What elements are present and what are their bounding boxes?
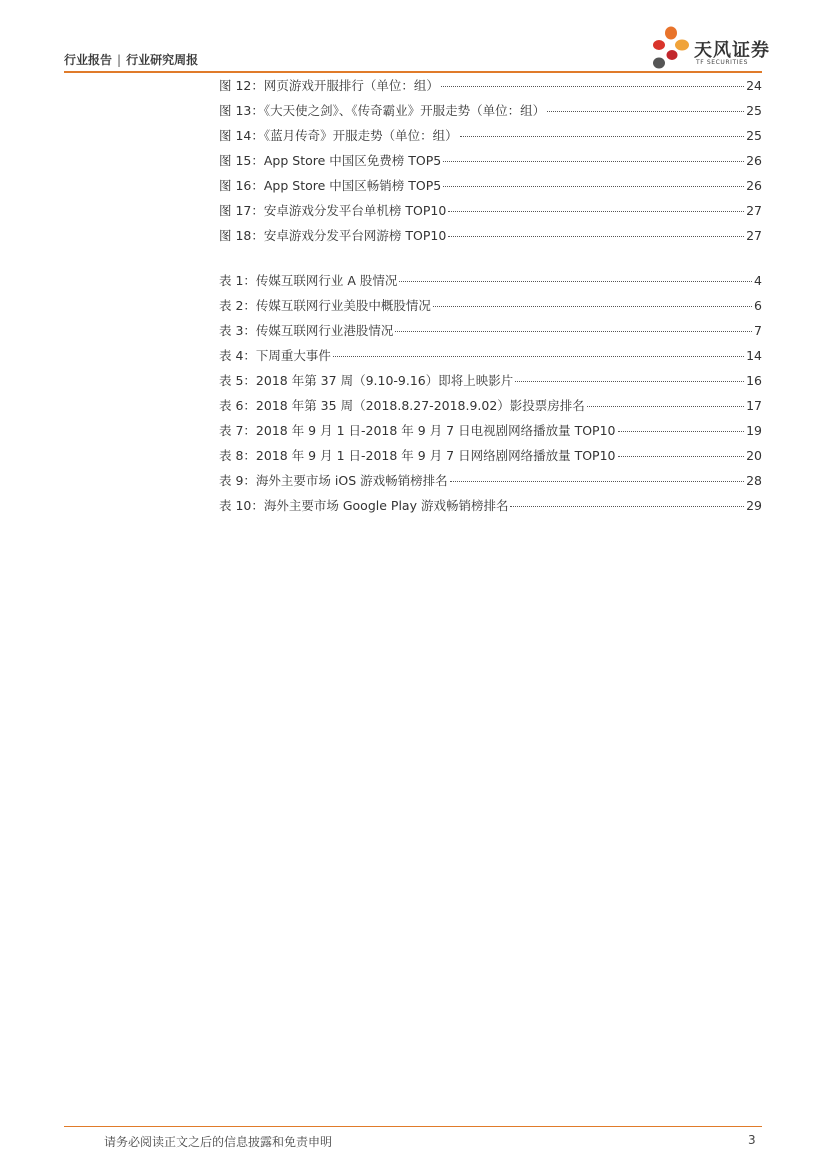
toc-entry-table-3[interactable] [219,321,762,346]
header-separator: | [117,53,122,67]
toc-entry-table-6[interactable] [219,396,762,421]
toc-entry-table-2[interactable] [219,296,762,321]
toc-entry-label: 表 10：海外主要市场 Google Play 游戏畅销榜排名 [219,498,509,513]
toc-entry-table-8[interactable] [219,446,762,471]
toc-entry-label: 图 16：App Store 中国区畅销榜 TOP5 [219,178,442,193]
tf-securities-logo [650,25,770,73]
toc-leader [443,186,744,187]
toc-leader [510,506,744,507]
toc-entry-table-1[interactable] [219,271,762,296]
toc-entry-label: 表 7：2018 年 9 月 1 日-2018 年 9 月 7 日电视剧网络播放量 TOP10 [219,423,616,438]
report-subtype: 行业研究周报 [126,53,199,67]
toc-leader [448,211,744,212]
toc-leader [618,456,745,457]
toc-entry-figure-15[interactable] [219,151,762,176]
toc-entry-figure-18[interactable] [219,226,762,251]
toc-entry-page: 29 [746,498,762,513]
figures-toc [219,76,762,251]
toc-entry-label: 图 18：安卓游戏分发平台网游榜 TOP10 [219,228,447,243]
toc-leader [460,136,744,137]
toc-entry-label: 图 12：网页游戏开服排行（单位：组） [219,78,439,93]
toc-entry-label: 表 8：2018 年 9 月 1 日-2018 年 9 月 7 日网络剧网络播放量 TOP10 [219,448,616,463]
toc-entry-label: 表 6：2018 年第 35 周（2018.8.27-2018.9.02）影投票房排名 [219,398,585,413]
toc-entry-page: 27 [746,228,762,243]
toc-entry-page: 24 [746,78,762,93]
toc-leader [547,111,744,112]
toc-leader [515,381,744,382]
header-rule [64,71,762,73]
toc-leader [443,161,744,162]
toc-entry-label: 表 9：海外主要市场 iOS 游戏畅销榜排名 [219,473,448,488]
toc-entry-page: 26 [746,178,762,193]
footer-page-number: 3 [748,1133,756,1147]
toc-entry-figure-13[interactable] [219,101,762,126]
toc-entry-page: 4 [754,273,762,288]
report-header [64,51,198,68]
toc-leader [399,281,752,282]
toc-entry-page: 17 [746,398,762,413]
report-type: 行业报告 [64,53,113,67]
toc-entry-figure-14[interactable] [219,126,762,151]
toc-entry-label: 图 17：安卓游戏分发平台单机榜 TOP10 [219,203,447,218]
toc-entry-label: 表 1：传媒互联网行业 A 股情况 [219,273,398,288]
toc-entry-label: 表 5：2018 年第 37 周（9.10-9.16）即将上映影片 [219,373,514,388]
toc-entry-label: 图 14：《蓝月传奇》开服走势（单位：组） [219,128,458,143]
toc-leader [333,356,744,357]
toc-entry-table-4[interactable] [219,346,762,371]
toc-entry-page: 7 [754,323,762,338]
toc-entry-page: 6 [754,298,762,313]
toc-entry-page: 26 [746,153,762,168]
tables-toc [219,271,762,521]
toc-leader [433,306,752,307]
toc-entry-label: 表 4：下周重大事件 [219,348,331,363]
toc-entry-figure-17[interactable] [219,201,762,226]
toc-entry-table-10[interactable] [219,496,762,521]
toc-leader [448,236,744,237]
toc-entry-page: 28 [746,473,762,488]
toc-entry-table-9[interactable] [219,471,762,496]
toc-entry-label: 表 3：传媒互联网行业港股情况 [219,323,394,338]
toc-entry-figure-16[interactable] [219,176,762,201]
toc-entry-page: 16 [746,373,762,388]
toc-entry-page: 25 [746,103,762,118]
toc-leader [618,431,745,432]
tf-logo-icon [650,25,694,73]
toc-leader [587,406,744,407]
toc-entry-table-7[interactable] [219,421,762,446]
toc-entry-page: 14 [746,348,762,363]
toc-entry-page: 25 [746,128,762,143]
toc-entry-label: 表 2：传媒互联网行业美股中概股情况 [219,298,431,313]
toc-entry-label: 图 15：App Store 中国区免费榜 TOP5 [219,153,442,168]
toc-entry-page: 20 [746,448,762,463]
footer-rule [64,1126,762,1127]
toc-leader [441,86,744,87]
logo-name-en: TF SECURITIES [696,59,748,66]
logo-name-cn: 天风证券 [694,40,770,61]
toc-leader [395,331,752,332]
footer-disclaimer: 请务必阅读正文之后的信息披露和免责申明 [104,1135,333,1149]
toc-entry-figure-12[interactable] [219,76,762,101]
toc-entry-page: 19 [746,423,762,438]
toc-leader [450,481,744,482]
toc-entry-page: 27 [746,203,762,218]
toc-entry-table-5[interactable] [219,371,762,396]
toc-entry-label: 图 13：《大天使之剑》、《传奇霸业》开服走势（单位：组） [219,103,546,118]
